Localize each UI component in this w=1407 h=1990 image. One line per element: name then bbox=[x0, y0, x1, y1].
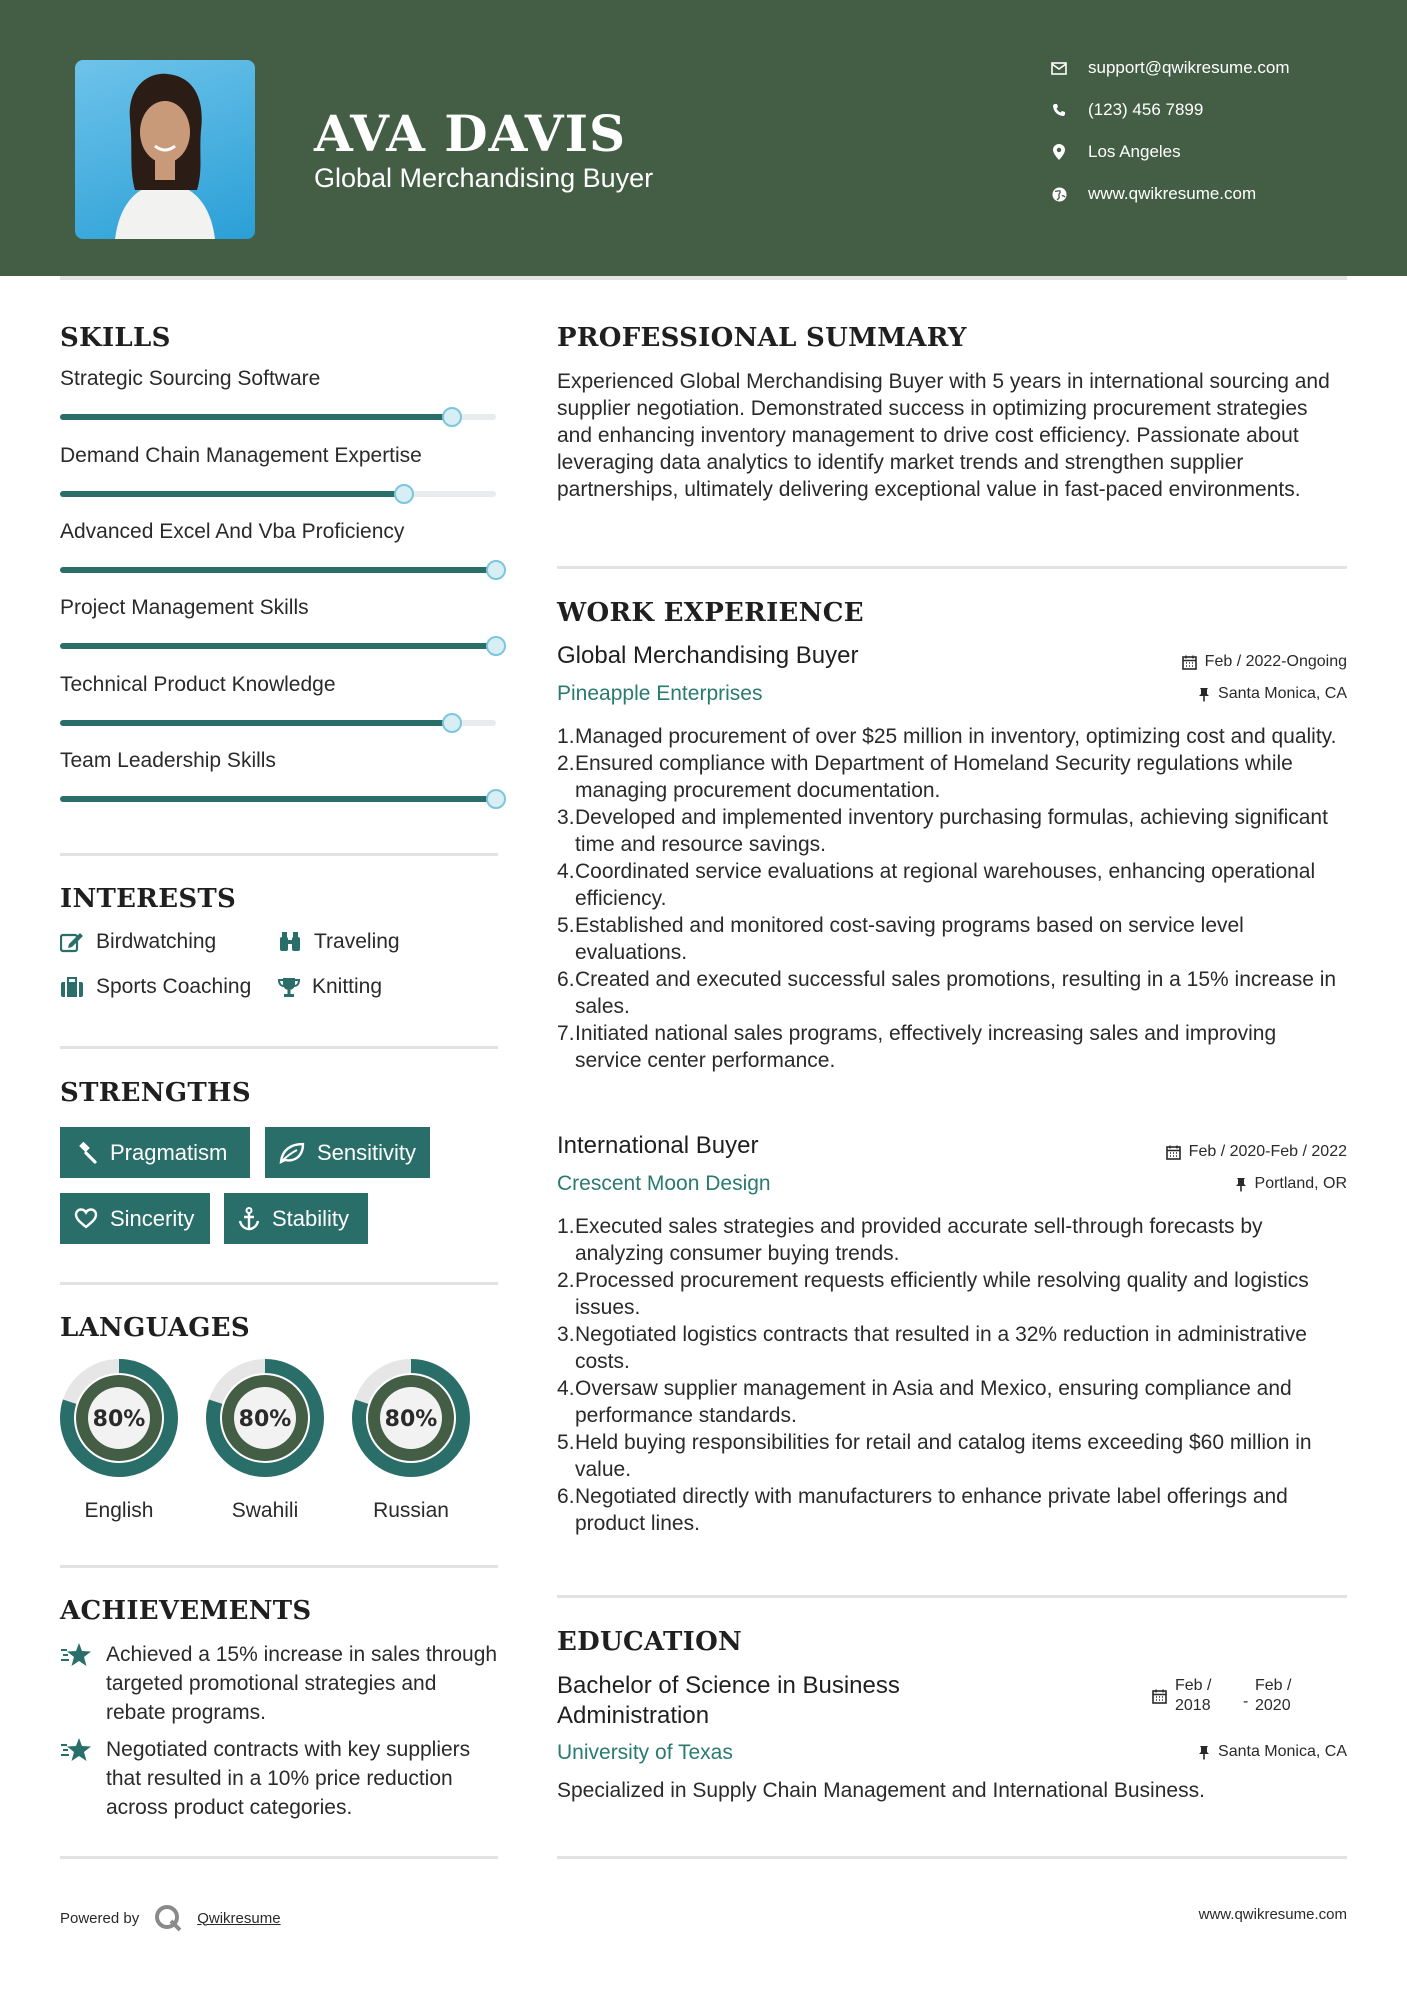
job-bullet: Established and monitored cost-saving programs based on service level evaluations. bbox=[575, 914, 1244, 964]
contact-phone[interactable] bbox=[1050, 100, 1203, 120]
language-percent: 80% bbox=[384, 1407, 438, 1432]
skill-bar-knob bbox=[442, 407, 462, 427]
job-role: Global Merchandising Buyer bbox=[557, 642, 859, 669]
education-degree-line: Bachelor of Science in Business bbox=[557, 1672, 900, 1699]
interest-label: Knitting bbox=[312, 975, 383, 998]
candidate-title: Global Merchandising Buyer bbox=[314, 163, 654, 193]
footer-powered-by bbox=[60, 1903, 281, 1933]
section-divider bbox=[60, 853, 498, 856]
header-underline bbox=[60, 276, 1347, 280]
language-donut bbox=[59, 1358, 179, 1478]
section-divider bbox=[557, 566, 1347, 569]
pencil-square-icon bbox=[60, 931, 84, 953]
interest-label: Traveling bbox=[314, 930, 400, 953]
job-bullet: Negotiated logistics contracts that resulted in a 32% reduction in administrative costs. bbox=[575, 1323, 1307, 1373]
skill-bar-fill bbox=[60, 796, 496, 802]
job-bullet: Initiated national sales programs, effectively increasing sales and improving service center performance. bbox=[575, 1022, 1277, 1072]
job-location bbox=[1235, 1175, 1347, 1193]
job-bullets bbox=[557, 1213, 1347, 1537]
job-bullet: Developed and implemented inventory purchasing formulas, achieving significant time and resource savings. bbox=[575, 806, 1328, 856]
strength-chip bbox=[265, 1127, 430, 1178]
job-date bbox=[1182, 653, 1347, 671]
job-bullet: Processed procurement requests efficiently while resolving quality and logistics issues. bbox=[575, 1269, 1309, 1319]
strength-chip bbox=[224, 1193, 368, 1244]
education-date-start: Feb / bbox=[1175, 1677, 1212, 1694]
anchor-icon bbox=[238, 1207, 260, 1231]
interest-item bbox=[278, 930, 400, 954]
pushpin-icon bbox=[1198, 1745, 1210, 1760]
qwikresume-link[interactable]: Qwikresume bbox=[197, 1909, 281, 1927]
skill-bar-fill bbox=[60, 720, 452, 726]
skill-bar-fill bbox=[60, 491, 404, 497]
skill-bar-fill bbox=[60, 414, 452, 420]
job-location bbox=[1198, 685, 1347, 703]
interest-item bbox=[60, 930, 216, 954]
language-label: Swahili bbox=[231, 1499, 299, 1522]
job-bullet: Held buying responsibilities for retail and catalog items exceeding $60 million in value. bbox=[575, 1431, 1312, 1481]
section-divider bbox=[60, 1046, 498, 1049]
interest-item bbox=[60, 975, 251, 999]
skill-label: Team Leadership Skills bbox=[60, 749, 276, 772]
language-item bbox=[205, 1358, 325, 1523]
gavel-icon bbox=[74, 1142, 98, 1164]
section-divider bbox=[60, 1856, 498, 1859]
skill-bar bbox=[60, 567, 496, 573]
education-date-end: Feb / bbox=[1255, 1677, 1292, 1694]
job-date-text: Feb / 2022-Ongoing bbox=[1204, 653, 1347, 670]
contact-location-text: Los Angeles bbox=[1088, 142, 1181, 161]
skill-label: Project Management Skills bbox=[60, 596, 309, 619]
location-pin-icon bbox=[1050, 143, 1068, 161]
education-date-start: 2018 bbox=[1175, 1697, 1211, 1714]
education-date-end: 2020 bbox=[1255, 1697, 1291, 1714]
job-company: Crescent Moon Design bbox=[557, 1172, 771, 1195]
language-item bbox=[351, 1358, 471, 1523]
language-label: English bbox=[84, 1499, 154, 1522]
calendar-icon bbox=[1152, 1689, 1167, 1704]
language-percent: 80% bbox=[238, 1407, 292, 1432]
skill-bar-fill bbox=[60, 567, 496, 573]
job-bullet: Ensured compliance with Department of Homeland Security regulations while managing procurement documentation. bbox=[575, 752, 1293, 802]
job-bullets bbox=[557, 723, 1347, 1074]
skill-bar-knob bbox=[486, 789, 506, 809]
binoculars-icon bbox=[278, 931, 302, 953]
calendar-icon bbox=[1166, 1145, 1181, 1160]
strength-label: Stability bbox=[272, 1205, 350, 1231]
trophy-icon bbox=[278, 976, 300, 998]
summary-text: Experienced Global Merchandising Buyer with 5 years in international sourcing and supplier negotiation. Demonstrated success in optimizing procurement strategies and enhancing inventory management to drive cost efficiency. Passionate about leveraging data analytics to identify market trends and strengthen supplier partnerships, ultimately delivering exceptional value in fast-paced environments. bbox=[557, 370, 1330, 501]
achievement-text: Negotiated contracts with key suppliers that resulted in a 10% price reduction across product categories. bbox=[106, 1738, 471, 1819]
achievements-heading: ACHIEVEMENTS bbox=[60, 1596, 312, 1626]
heart-icon bbox=[74, 1208, 98, 1229]
interests-heading: INTERESTS bbox=[60, 884, 237, 914]
language-label: Russian bbox=[373, 1499, 449, 1522]
skill-bar bbox=[60, 796, 496, 802]
contact-location bbox=[1050, 142, 1181, 162]
briefcase-icon bbox=[60, 976, 84, 998]
interest-label: Birdwatching bbox=[96, 930, 217, 953]
job-date bbox=[1166, 1143, 1347, 1161]
job-bullet: Created and executed successful sales promotions, resulting in a 15% increase in sales. bbox=[575, 968, 1337, 1018]
education-degree bbox=[557, 1671, 900, 1731]
language-item bbox=[59, 1358, 179, 1523]
skill-bar bbox=[60, 643, 496, 649]
education-degree-line: Administration bbox=[557, 1702, 710, 1729]
language-donut bbox=[351, 1358, 471, 1478]
language-donut bbox=[205, 1358, 325, 1478]
skill-bar-knob bbox=[486, 560, 506, 580]
education-school: University of Texas bbox=[557, 1741, 733, 1764]
strength-chip bbox=[60, 1193, 210, 1244]
education-location-text: Santa Monica, CA bbox=[1218, 1743, 1347, 1760]
skill-label: Advanced Excel And Vba Proficiency bbox=[60, 520, 405, 543]
skill-bar-knob bbox=[442, 713, 462, 733]
skill-label: Demand Chain Management Expertise bbox=[60, 444, 422, 467]
section-divider bbox=[557, 1595, 1347, 1598]
candidate-name: AVA DAVIS bbox=[314, 104, 627, 163]
skill-bar-knob bbox=[486, 636, 506, 656]
profile-photo bbox=[75, 60, 255, 239]
skill-bar bbox=[60, 414, 496, 420]
interest-label: Sports Coaching bbox=[96, 975, 252, 998]
skill-bar bbox=[60, 720, 496, 726]
pushpin-icon bbox=[1235, 1177, 1247, 1192]
contact-email[interactable] bbox=[1050, 58, 1290, 78]
leaf-icon bbox=[279, 1142, 305, 1164]
section-divider bbox=[60, 1565, 498, 1568]
footer-url[interactable]: www.qwikresume.com bbox=[1198, 1906, 1347, 1923]
job-bullet: Negotiated directly with manufacturers to enhance private label offerings and product lines. bbox=[575, 1485, 1288, 1535]
skill-bar-fill bbox=[60, 643, 496, 649]
achievement-text: Achieved a 15% increase in sales through targeted promotional strategies and rebate programs. bbox=[106, 1643, 498, 1724]
phone-icon bbox=[1050, 101, 1068, 119]
strengths-heading: STRENGTHS bbox=[60, 1078, 251, 1108]
language-percent: 80% bbox=[92, 1407, 146, 1432]
education-description: Specialized in Supply Chain Management and International Business. bbox=[557, 1779, 1205, 1802]
skill-label: Technical Product Knowledge bbox=[60, 673, 336, 696]
achievement-item bbox=[60, 1735, 500, 1822]
powered-by-text: Powered by bbox=[60, 1909, 140, 1927]
calendar-icon bbox=[1182, 655, 1197, 670]
job-location-text: Portland, OR bbox=[1254, 1175, 1347, 1192]
strength-chip bbox=[60, 1127, 250, 1178]
section-divider bbox=[557, 1856, 1347, 1859]
contact-website-text: www.qwikresume.com bbox=[1088, 184, 1257, 203]
languages-heading: LANGUAGES bbox=[60, 1313, 250, 1343]
contact-email-text: support@qwikresume.com bbox=[1088, 58, 1290, 77]
job-bullet: Executed sales strategies and provided accurate sell-through forecasts by analyzing consumer buying trends. bbox=[575, 1215, 1263, 1265]
achievement-item bbox=[60, 1640, 500, 1727]
strength-label: Sincerity bbox=[110, 1205, 195, 1231]
strength-label: Sensitivity bbox=[316, 1139, 416, 1165]
job-company: Pineapple Enterprises bbox=[557, 682, 763, 705]
job-role: International Buyer bbox=[557, 1132, 759, 1159]
job-bullet: Oversaw supplier management in Asia and Mexico, ensuring compliance and performance standards. bbox=[575, 1377, 1292, 1427]
education-heading: EDUCATION bbox=[557, 1627, 743, 1657]
job-bullet: Managed procurement of over $25 million in inventory, optimizing cost and quality. bbox=[575, 725, 1337, 748]
interest-item bbox=[278, 975, 382, 999]
star-icon bbox=[60, 1737, 92, 1763]
skill-bar bbox=[60, 491, 496, 497]
job-bullet: Coordinated service evaluations at regional warehouses, enhancing operational efficiency. bbox=[575, 860, 1316, 910]
globe-icon bbox=[1050, 185, 1068, 203]
education-date-sep: - bbox=[1243, 1693, 1249, 1710]
qwikresume-logo-icon bbox=[153, 1903, 183, 1933]
job-location-text: Santa Monica, CA bbox=[1218, 685, 1347, 702]
contact-website[interactable] bbox=[1050, 184, 1256, 204]
skill-label: Strategic Sourcing Software bbox=[60, 367, 321, 390]
education-date bbox=[1152, 1676, 1291, 1716]
envelope-icon bbox=[1050, 59, 1068, 77]
section-divider bbox=[60, 1282, 498, 1285]
job-date-text: Feb / 2020-Feb / 2022 bbox=[1188, 1143, 1347, 1160]
pushpin-icon bbox=[1198, 687, 1210, 702]
star-icon bbox=[60, 1642, 92, 1668]
experience-heading: WORK EXPERIENCE bbox=[557, 598, 864, 628]
strength-label: Pragmatism bbox=[110, 1139, 228, 1165]
skills-heading: SKILLS bbox=[60, 323, 171, 353]
summary-heading: PROFESSIONAL SUMMARY bbox=[557, 323, 967, 353]
skill-bar-knob bbox=[394, 484, 414, 504]
education-location bbox=[1198, 1743, 1347, 1761]
contact-phone-text: (123) 456 7899 bbox=[1088, 100, 1204, 119]
